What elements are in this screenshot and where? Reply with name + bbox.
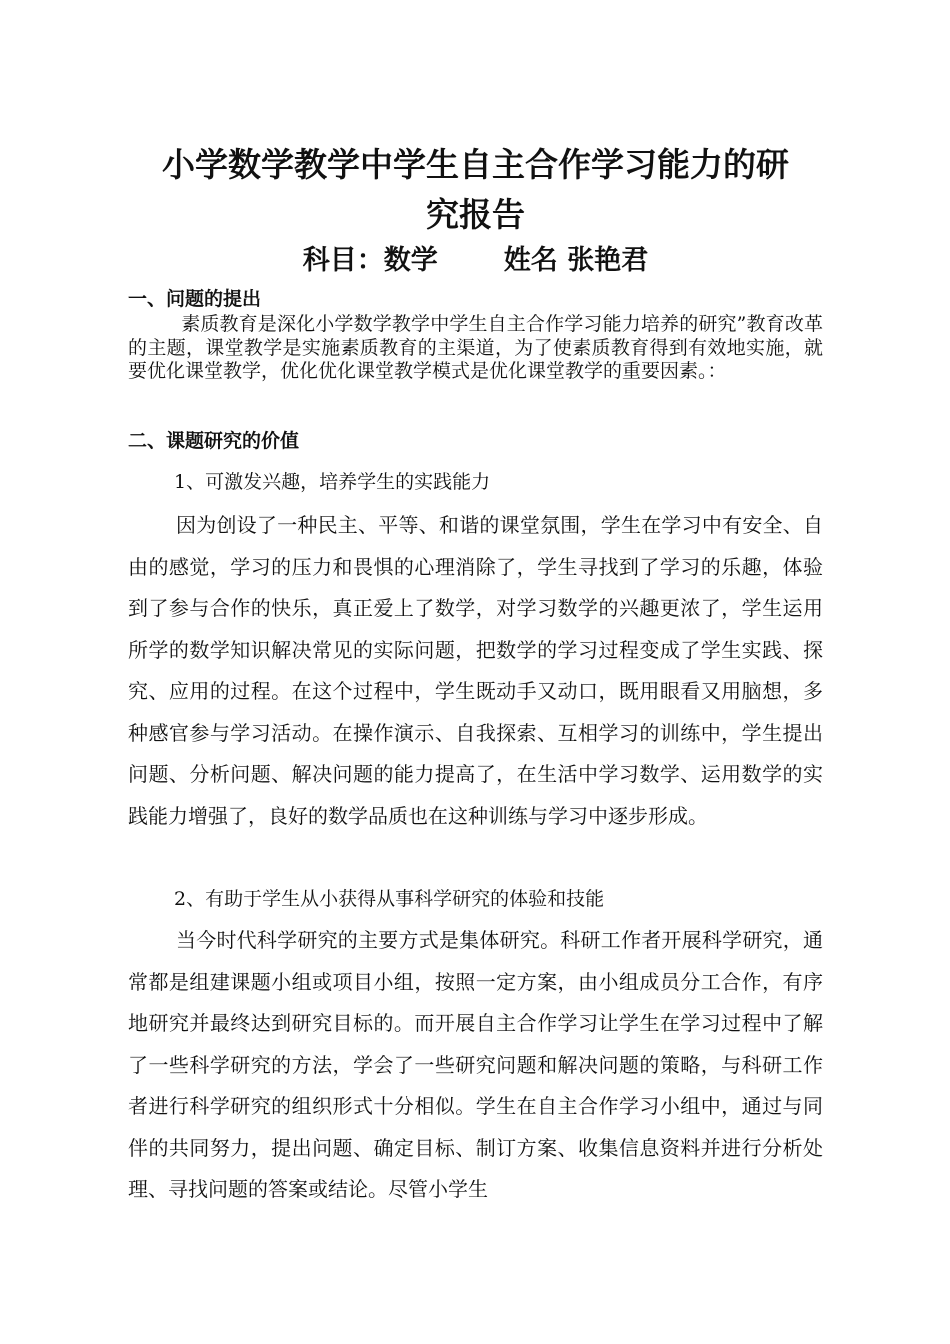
subsection-heading-interest: 1、可激发兴趣，培养学生的实践能力	[174, 471, 491, 493]
document-meta	[128, 240, 823, 282]
subsection-heading-research: 2、有助于学生从小获得从事科学研究的体验和技能	[174, 888, 605, 910]
author-name: 姓名 张艳君	[503, 245, 649, 276]
paragraph-research: 当今时代科学研究的主要方式是集体研究。科研工作者开展科学研究，通常都是组建课题小组或项目小组，按照一定方案，由小组成员分工合作，有序地研究并最终达到研究目标的。而开展自主合作学习让学生在学习过程中了解了一些科学研究的方法，学会了一些研究问题和解决问题的策略，与科研工作者进行科学研究的组织形式十分相似。学生在自主合作学习小组中，通过与同伴的共同努力，提出问题、确定目标、制订方案、收集信息资料并进行分析处理、寻找问题的答案或结论。尽管小学生	[128, 928, 823, 1201]
document-title-line-2: 究报告	[426, 195, 525, 234]
paragraph-interest: 因为创设了一种民主、平等、和谐的课堂氛围，学生在学习中有安全、自由的感觉，学习的压力和畏惧的心理消除了，学生寻找到了学习的乐趣，体验到了参与合作的快乐，真正爱上了数学，对学习数学的兴趣更浓了，学生运用所学的数学知识解决常见的实际问题，把数学的学习过程变成了学生实践、探究、应用的过程。在这个过程中，学生既动手又动口，既用眼看又用脑想，多种感官参与学习活动。在操作演示、自我探索、互相学习的训练中，学生提出问题、分析问题、解决问题的能力提高了，在生活中学习数学、运用数学的实践能力增强了，良好的数学品质也在这种训练与学习中逐步形成。	[128, 513, 823, 828]
section-heading-value: 二、课题研究的价值	[128, 430, 300, 452]
section-heading-problem: 一、问题的提出	[128, 288, 262, 310]
subject-label: 科目：数学	[302, 245, 438, 276]
document-title-line-1: 小学数学教学中学生自主合作学习能力的研	[162, 145, 789, 184]
section-paragraph-problem: 素质教育是深化小学数学教学中学生自主合作学习能力培养的研究”教育改革的主题，课堂教学是实施素质教育的主渠道，为了使素质教育得到有效地实施，就要优化课堂教学，优化优化课堂教学模式是优化课堂教学的重要因素。：	[128, 313, 823, 382]
